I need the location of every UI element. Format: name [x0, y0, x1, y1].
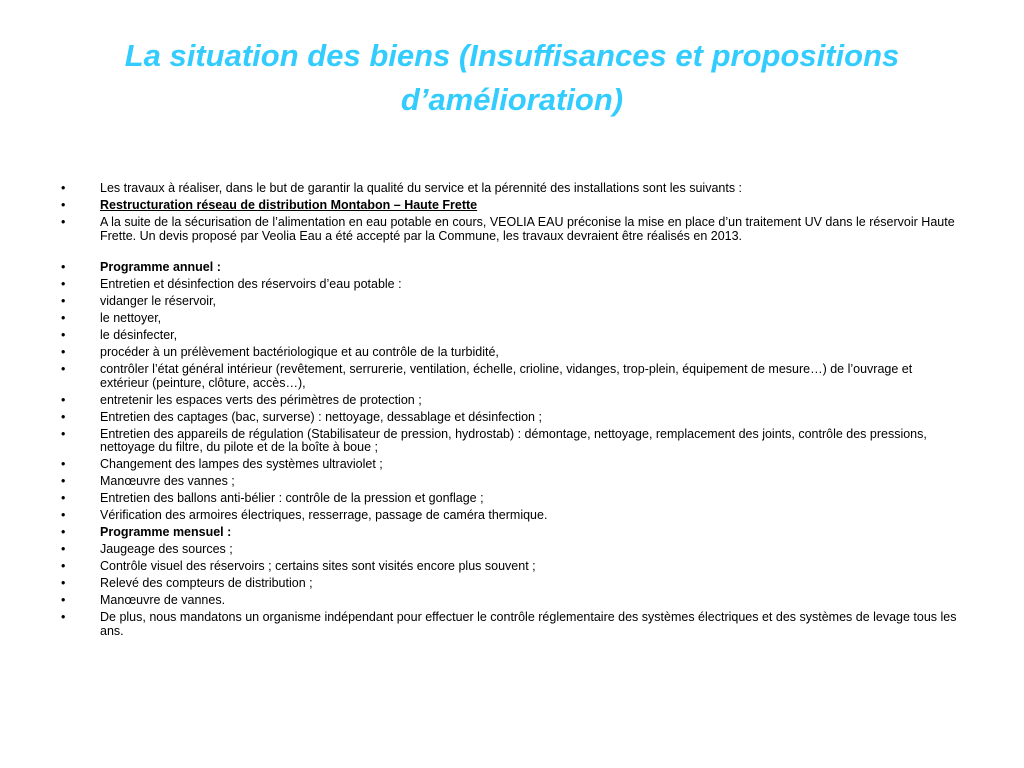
bullet-icon: • — [61, 328, 66, 342]
list-item — [59, 346, 964, 360]
item-text: entretenir les espaces verts des périmètres de protection ; — [100, 392, 422, 407]
bullet-icon: • — [61, 491, 66, 505]
bullet-icon: • — [61, 409, 66, 424]
list-item — [59, 329, 964, 343]
list-item — [59, 199, 964, 213]
bullet-icon: • — [61, 215, 66, 229]
item-text: contrôler l’état général intérieur (revêtement, serrurerie, ventilation, échelle, crioline, vidanges, trop-plein, équipement de mesure…) de l’ouvrage et extérieur (peinture, clôture, accès…), — [100, 362, 913, 390]
item-text: Entretien des ballons anti-bélier : contrôle de la pression et gonflage ; — [100, 491, 484, 505]
item-text: Entretien et désinfection des réservoirs d’eau potable : — [100, 277, 402, 291]
bullet-icon: • — [61, 593, 66, 607]
list-item — [59, 577, 964, 591]
section-heading: Programme mensuel : — [100, 525, 232, 539]
bullet-icon: • — [61, 181, 66, 195]
list-item — [59, 278, 964, 292]
bullet-icon: • — [61, 311, 66, 325]
bullet-icon: • — [61, 559, 66, 573]
bullet-icon: • — [61, 508, 66, 522]
item-text: Entretien des appareils de régulation (Stabilisateur de pression, hydrostab) : démontage, nettoyage, remplacement des joints, contrôle des pressions, nettoyage du filtre, du pilote et de la boîte à boue ; — [100, 426, 927, 454]
bullet-icon: • — [61, 260, 66, 274]
item-text: Manœuvre des vannes ; — [100, 474, 235, 488]
slide-title: La situation des biens (Insuffisances et propositions d’amélioration) — [124, 38, 900, 117]
list-item — [59, 261, 964, 275]
bullet-list — [59, 182, 964, 642]
list-item — [59, 216, 964, 243]
bullet-icon: • — [61, 474, 66, 488]
item-text: Relevé des compteurs de distribution ; — [100, 576, 313, 590]
list-item — [59, 526, 964, 540]
bullet-icon: • — [61, 198, 66, 212]
list-item — [59, 475, 964, 489]
bullet-icon: • — [61, 362, 66, 376]
bullet-icon: • — [61, 345, 66, 359]
item-text: Jaugeage des sources ; — [100, 542, 233, 556]
item-text: A la suite de la sécurisation de l’alimentation en eau potable en cours, VEOLIA EAU préconise la mise en place d’un traitement UV dans le réservoir Haute Frette. Un devis proposé par Veolia Eau a été accepté par la Commune, les travaux devraient être réalisés en 2013. — [100, 215, 955, 243]
item-text: Vérification des armoires électriques, resserrage, passage de caméra thermique. — [100, 508, 548, 522]
bullet-icon: • — [61, 610, 66, 624]
bullet-icon: • — [61, 426, 66, 441]
item-text: Les travaux à réaliser, dans le but de garantir la qualité du service et la pérennité des installations sont les suivants : — [100, 181, 743, 195]
bullet-icon: • — [61, 457, 66, 471]
bullet-icon: • — [61, 542, 66, 556]
list-item — [59, 492, 964, 506]
list-item — [59, 312, 964, 326]
section-heading: Programme annuel : — [100, 260, 221, 274]
item-text: De plus, nous mandatons un organisme indépendant pour effectuer le contrôle réglementaire des systèmes électriques et des systèmes de levage tous les ans. — [100, 610, 957, 638]
item-text: Contrôle visuel des réservoirs ; certains sites sont visités encore plus souvent ; — [100, 559, 536, 573]
list-item — [59, 560, 964, 574]
list-item — [59, 182, 964, 196]
item-text: le nettoyer, — [100, 311, 162, 325]
item-text: procéder à un prélèvement bactériologique et au contrôle de la turbidité, — [100, 345, 499, 359]
list-item — [59, 363, 964, 390]
list-item — [59, 458, 964, 472]
item-text: Changement des lampes des systèmes ultraviolet ; — [100, 457, 383, 471]
list-item — [59, 509, 964, 523]
bullet-icon: • — [61, 277, 66, 291]
bullet-icon: • — [61, 525, 66, 539]
list-item — [59, 394, 964, 408]
bullet-icon: • — [61, 392, 66, 407]
bullet-icon: • — [61, 576, 66, 590]
item-text: le désinfecter, — [100, 328, 178, 342]
item-text: Manœuvre de vannes. — [100, 593, 226, 607]
list-item — [59, 411, 964, 425]
list-item — [59, 543, 964, 557]
item-text: Entretien des captages (bac, surverse) : nettoyage, dessablage et désinfection ; — [100, 409, 542, 424]
list-item — [59, 428, 964, 455]
list-item — [59, 295, 964, 309]
item-text: vidanger le réservoir, — [100, 294, 217, 308]
section-heading: Restructuration réseau de distribution Montabon – Haute Frette — [100, 198, 478, 212]
bullet-icon: • — [61, 294, 66, 308]
list-item — [59, 611, 964, 638]
list-item — [59, 594, 964, 608]
